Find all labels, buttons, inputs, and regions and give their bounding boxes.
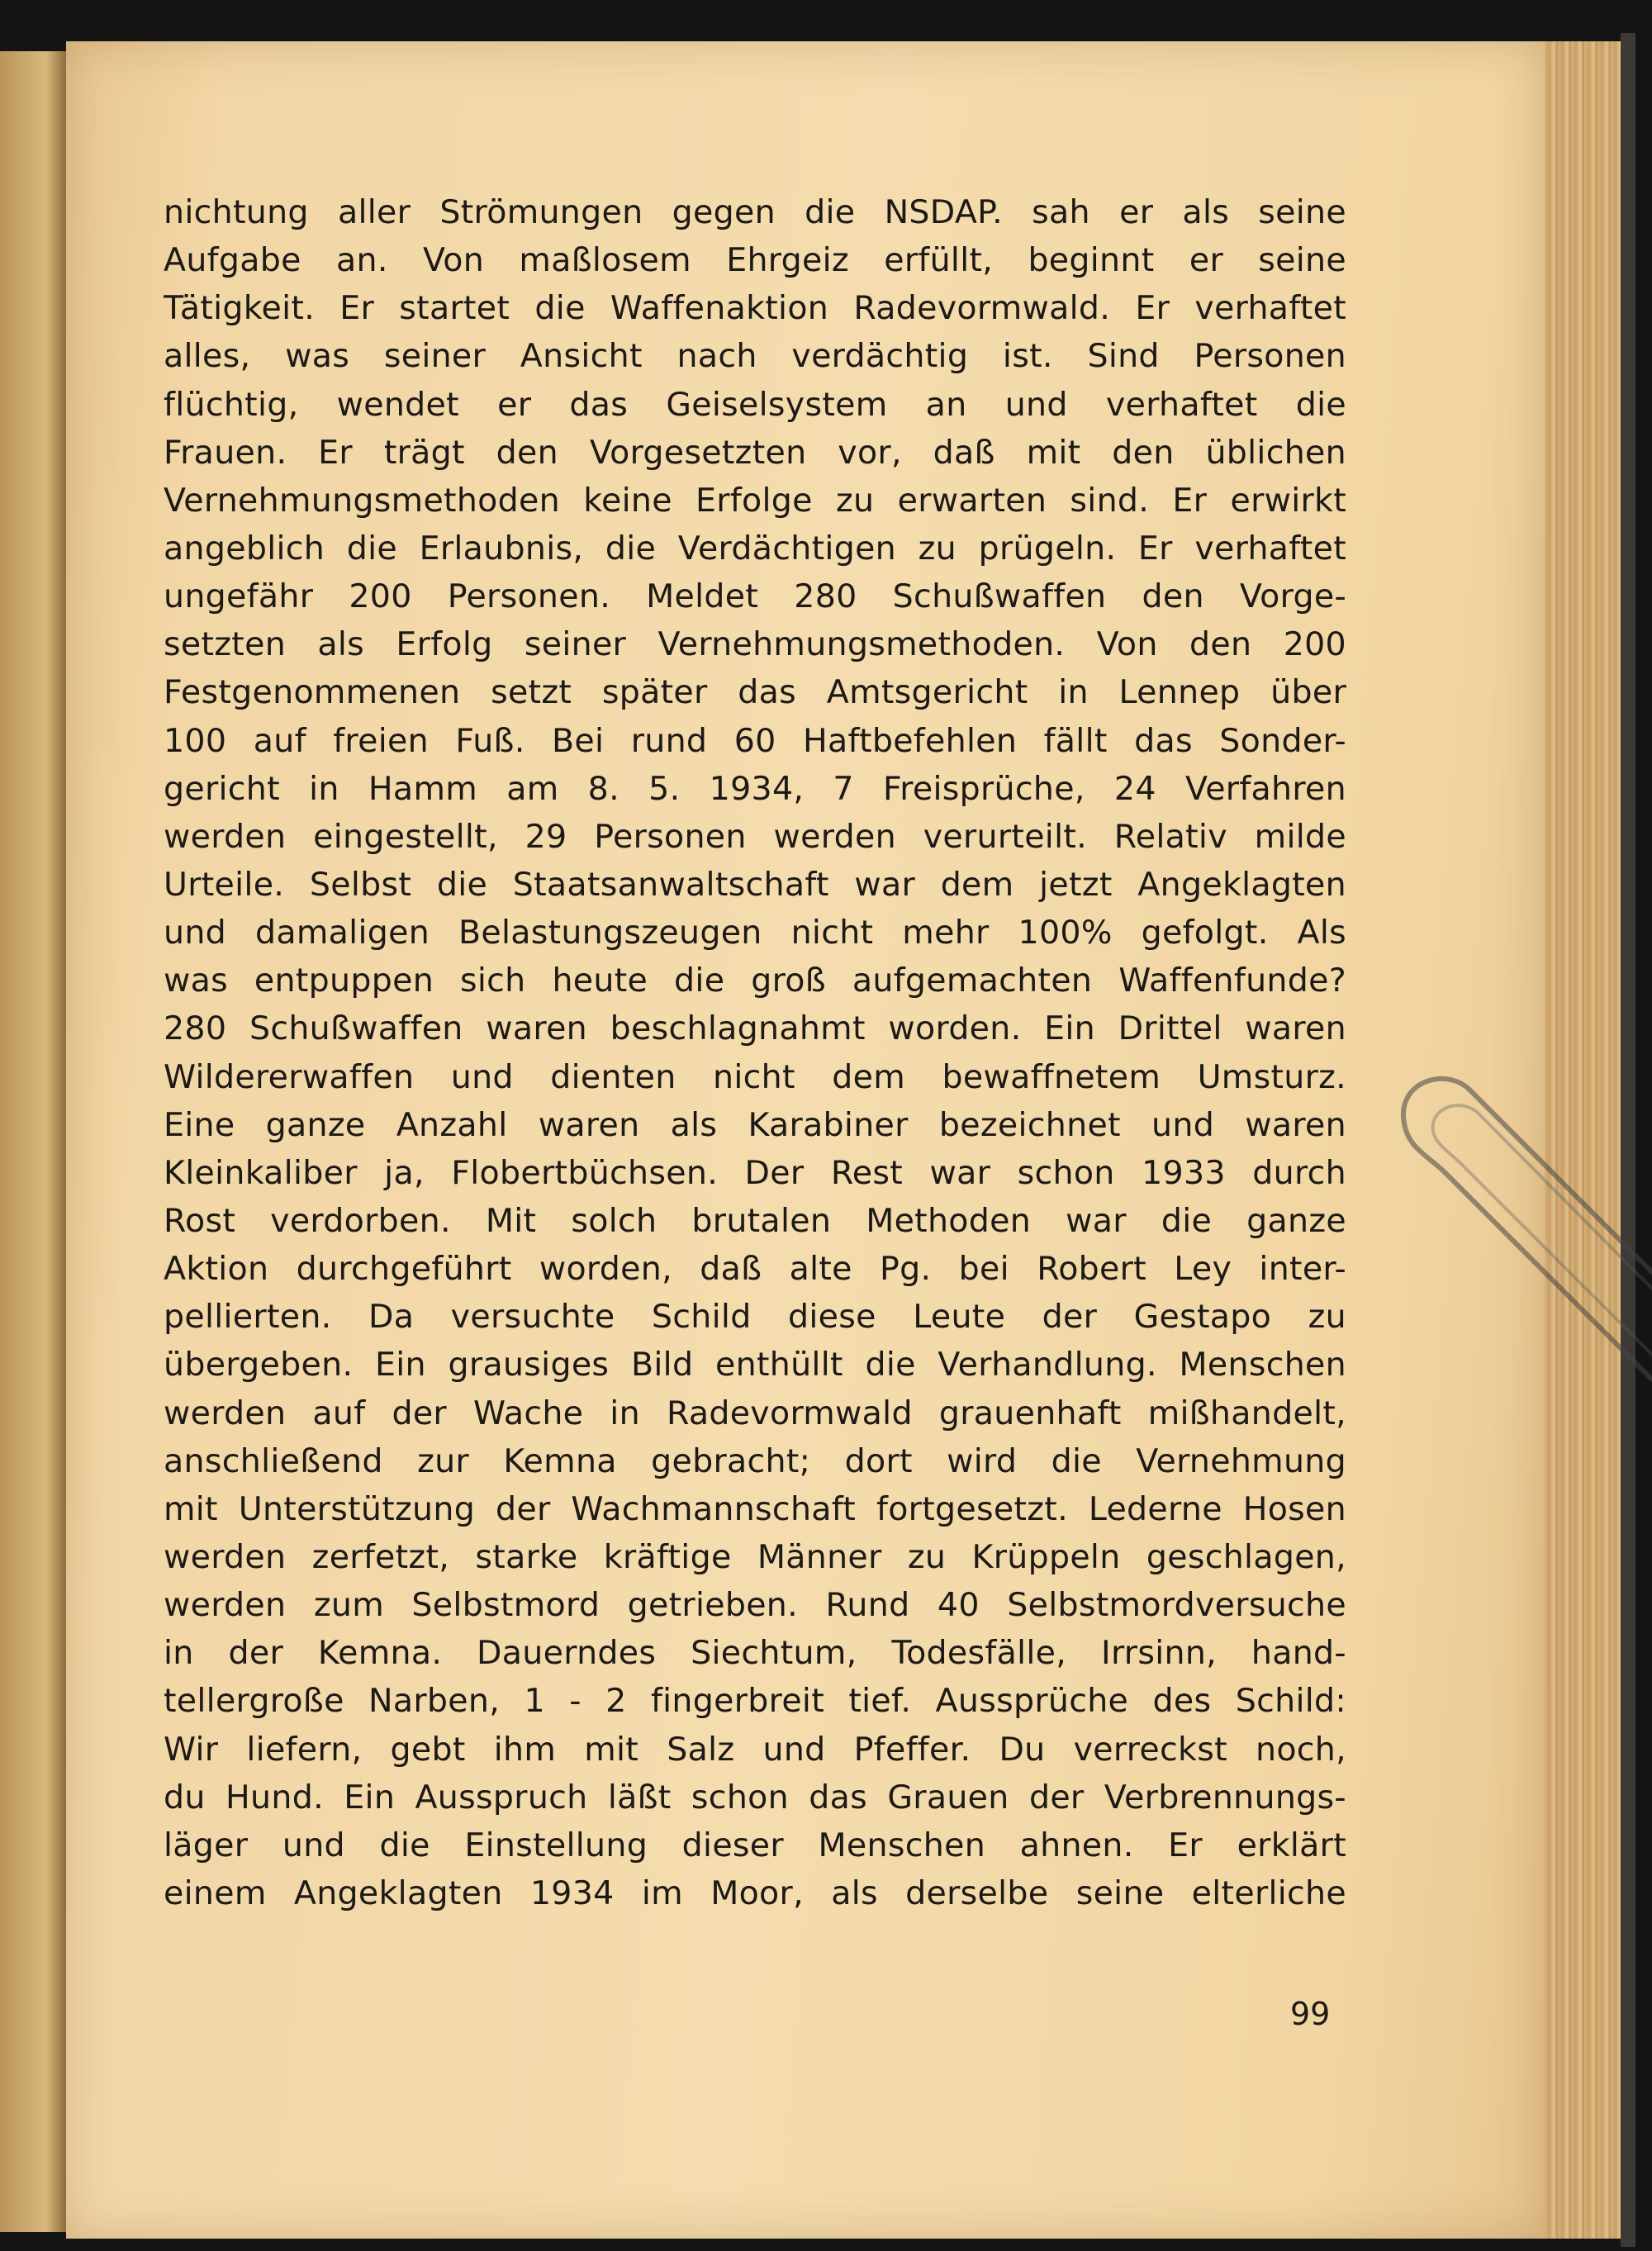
text-line: pellierten. Da versuchte Schild diese Leute der Gestapo zu <box>164 1298 1346 1337</box>
text-line: Aufgabe an. Von maßlosem Ehrgeiz erfüllt, beginnt er seine <box>164 241 1346 280</box>
text-line: Eine ganze Anzahl waren als Karabiner bezeichnet und waren <box>164 1105 1346 1144</box>
text-line: 280 Schußwaffen waren beschlagnahmt worden. Ein Drittel waren <box>164 1009 1346 1048</box>
paperclip-icon <box>1371 1066 1652 1413</box>
text-line: Kleinkaliber ja, Flobertbüchsen. Der Rest war schon 1933 durch <box>164 1153 1346 1192</box>
text-line: Urteile. Selbst die Staatsanwaltschaft war dem jetzt Angeklagten <box>164 865 1346 904</box>
text-line: und damaligen Belastungszeugen nicht mehr 100% gefolgt. Als <box>164 914 1346 952</box>
text-line: Frauen. Er trägt den Vorgesetzten vor, daß mit den üblichen <box>164 433 1346 472</box>
text-line: setzten als Erfolg seiner Vernehmungsmethoden. Von den 200 <box>164 625 1346 664</box>
previous-page-edge <box>0 51 66 2232</box>
text-line: du Hund. Ein Ausspruch läßt schon das Grauen der Verbrennungs- <box>164 1778 1346 1816</box>
text-line: gericht in Hamm am 8. 5. 1934, 7 Freisprüche, 24 Verfahren <box>164 769 1346 808</box>
text-line: in der Kemna. Dauerndes Siechtum, Todesfälle, Irrsinn, hand- <box>164 1634 1346 1673</box>
text-line: tellergroße Narben, 1 - 2 fingerbreit tief. Aussprüche des Schild: <box>164 1682 1346 1721</box>
text-line: mit Unterstützung der Wachmannschaft fortgesetzt. Lederne Hosen <box>164 1489 1346 1528</box>
text-line: Aktion durchgeführt worden, daß alte Pg. bei Robert Ley inter- <box>164 1250 1346 1289</box>
text-line: Wir liefern, gebt ihm mit Salz und Pfeffer. Du verreckst noch, <box>164 1730 1346 1769</box>
text-line: Wildererwaffen und dienten nicht dem bewaffnetem Umsturz. <box>164 1057 1346 1096</box>
page-body-text <box>164 188 1346 1917</box>
text-line: einem Angeklagten 1934 im Moor, als derselbe seine elterliche <box>164 1873 1346 1912</box>
text-line: übergeben. Ein grausiges Bild enthüllt die Verhandlung. Menschen <box>164 1346 1346 1384</box>
text-line: ungefähr 200 Personen. Meldet 280 Schußwaffen den Vorge- <box>164 577 1346 616</box>
text-line: Festgenommenen setzt später das Amtsgericht in Lennep über <box>164 673 1346 712</box>
text-line: alles, was seiner Ansicht nach verdächtig ist. Sind Personen <box>164 337 1346 376</box>
text-line: flüchtig, wendet er das Geiselsystem an und verhaftet die <box>164 385 1346 424</box>
text-line: was entpuppen sich heute die groß aufgemachten Waffenfunde? <box>164 962 1346 1000</box>
page-number: 99 <box>1290 1996 1331 2032</box>
text-line: werden zerfetzt, starke kräftige Männer zu Krüppeln geschlagen, <box>164 1537 1346 1576</box>
text-line: Tätigkeit. Er startet die Waffenaktion Radevormwald. Er verhaftet <box>164 289 1346 328</box>
text-line: 100 auf freien Fuß. Bei rund 60 Haftbefehlen fällt das Sonder- <box>164 721 1346 760</box>
text-line: werden auf der Wache in Radevormwald grauenhaft mißhandelt, <box>164 1394 1346 1432</box>
text-line: Vernehmungsmethoden keine Erfolge zu erwarten sind. Er erwirkt <box>164 481 1346 520</box>
text-line: angeblich die Erlaubnis, die Verdächtigen zu prügeln. Er verhaftet <box>164 529 1346 567</box>
text-line: anschließend zur Kemna gebracht; dort wird die Vernehmung <box>164 1441 1346 1480</box>
text-line: läger und die Einstellung dieser Menschen ahnen. Er erklärt <box>164 1826 1346 1864</box>
text-line: werden zum Selbstmord getrieben. Rund 40 Selbstmordversuche <box>164 1586 1346 1625</box>
text-line: nichtung aller Strömungen gegen die NSDAP. sah er als seine <box>164 193 1346 231</box>
text-line: werden eingestellt, 29 Personen werden verurteilt. Relativ milde <box>164 817 1346 856</box>
text-line: Rost verdorben. Mit solch brutalen Methoden war die ganze <box>164 1201 1346 1240</box>
